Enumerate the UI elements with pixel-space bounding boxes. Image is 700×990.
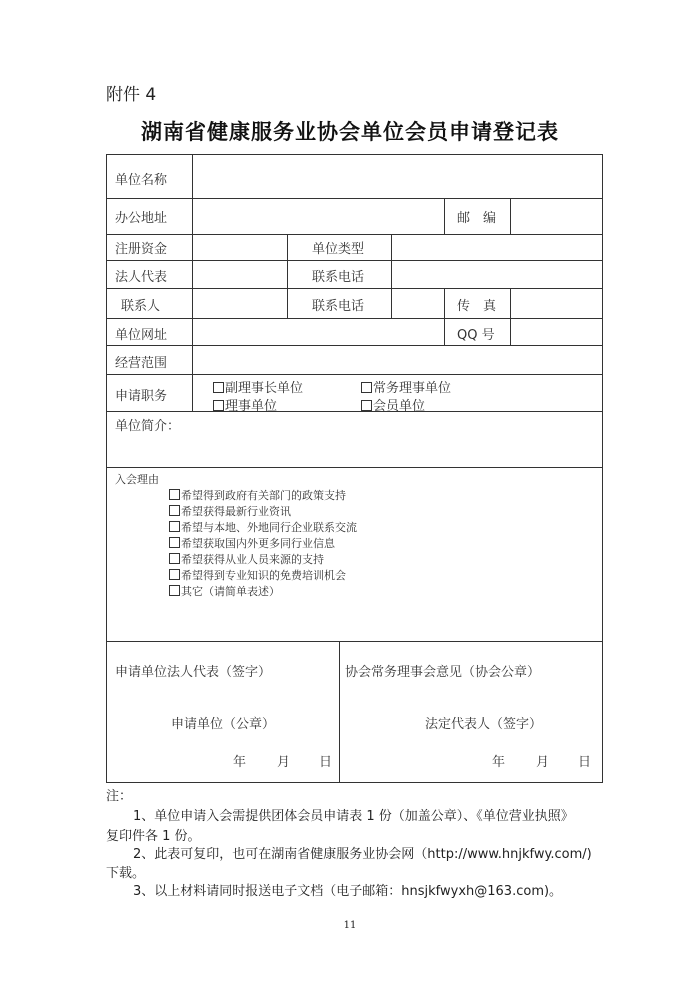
- note-2a: 2、此表可复印，也可在湖南省健康服务业协会网（http://www.hnjkfwy.com/): [133, 847, 592, 862]
- option-member[interactable]: 会员单位: [361, 395, 425, 414]
- position-label: 申请职务: [115, 389, 168, 404]
- fax-label: 传 真: [457, 299, 497, 314]
- checkbox-icon[interactable]: [213, 400, 224, 411]
- legal-rep-label: 法人代表: [115, 270, 168, 285]
- checkbox-icon[interactable]: [169, 537, 180, 548]
- unit-type-label: 单位类型: [312, 242, 365, 257]
- page-title: 湖南省健康服务业协会单位会员申请登记表: [141, 120, 559, 144]
- unit-name-label: 单位名称: [115, 173, 168, 188]
- checkbox-icon[interactable]: [169, 521, 180, 532]
- notes-label: 注：: [106, 789, 133, 804]
- phone1-label: 联系电话: [312, 270, 365, 285]
- right-year: 年: [492, 755, 506, 770]
- reason-item[interactable]: 希望与本地、外地同行企业联系交流: [169, 519, 357, 535]
- left-day: 日: [319, 755, 333, 770]
- postcode-label: 邮 编: [457, 211, 497, 226]
- reason-item[interactable]: 希望获得从业人员来源的支持: [169, 551, 324, 567]
- checkbox-icon[interactable]: [169, 585, 180, 596]
- reason-item[interactable]: 希望获取国内外更多同行业信息: [169, 535, 335, 551]
- note-2b: 下载。: [106, 866, 146, 881]
- business-scope-label: 经营范围: [115, 356, 168, 371]
- note-1b: 复印件各 1 份。: [106, 829, 201, 844]
- attachment-label: 附件 4: [106, 85, 157, 105]
- reason-item[interactable]: 其它（请简单表述）: [169, 583, 280, 599]
- left-year: 年: [233, 755, 247, 770]
- reason-item[interactable]: 希望得到政府有关部门的政策支持: [169, 487, 346, 503]
- right-seal-label: 法定代表人（签字）: [425, 717, 543, 732]
- note-3: 3、以上材料请同时报送电子文档（电子邮箱：hnsjkfwyxh@163.com)。: [133, 884, 563, 899]
- checkbox-icon[interactable]: [213, 382, 224, 393]
- option-director[interactable]: 理事单位: [213, 395, 277, 414]
- option-vice-chair[interactable]: 副理事长单位: [213, 377, 303, 396]
- website-label: 单位网址: [115, 328, 168, 343]
- right-day: 日: [578, 755, 592, 770]
- right-sign-title: 协会常务理事会意见（协会公章）: [345, 665, 541, 680]
- checkbox-icon[interactable]: [169, 569, 180, 580]
- right-month: 月: [536, 755, 550, 770]
- reasons-label: 入会理由: [115, 473, 159, 486]
- page-number: 11: [343, 920, 357, 931]
- registered-capital-label: 注册资金: [115, 242, 168, 257]
- checkbox-icon[interactable]: [169, 489, 180, 500]
- contact-person-label: 联系人: [121, 299, 161, 314]
- reason-item[interactable]: 希望得到专业知识的免费培训机会: [169, 567, 346, 583]
- note-1a: 1、单位申请入会需提供团体会员申请表 1 份（加盖公章）、《单位营业执照》: [133, 809, 574, 824]
- reason-item[interactable]: 希望获得最新行业资讯: [169, 503, 291, 519]
- checkbox-icon[interactable]: [169, 505, 180, 516]
- qq-label: QQ 号: [457, 328, 495, 343]
- checkbox-icon[interactable]: [169, 553, 180, 564]
- registration-form: [106, 154, 603, 783]
- checkbox-icon[interactable]: [361, 382, 372, 393]
- left-sign-title: 申请单位法人代表（签字）: [115, 665, 272, 680]
- option-standing-director[interactable]: 常务理事单位: [361, 377, 451, 396]
- profile-label: 单位简介：: [115, 419, 181, 434]
- office-address-label: 办公地址: [115, 211, 168, 226]
- left-seal-label: 申请单位（公章）: [171, 717, 276, 732]
- checkbox-icon[interactable]: [361, 400, 372, 411]
- left-month: 月: [277, 755, 291, 770]
- phone2-label: 联系电话: [312, 299, 365, 314]
